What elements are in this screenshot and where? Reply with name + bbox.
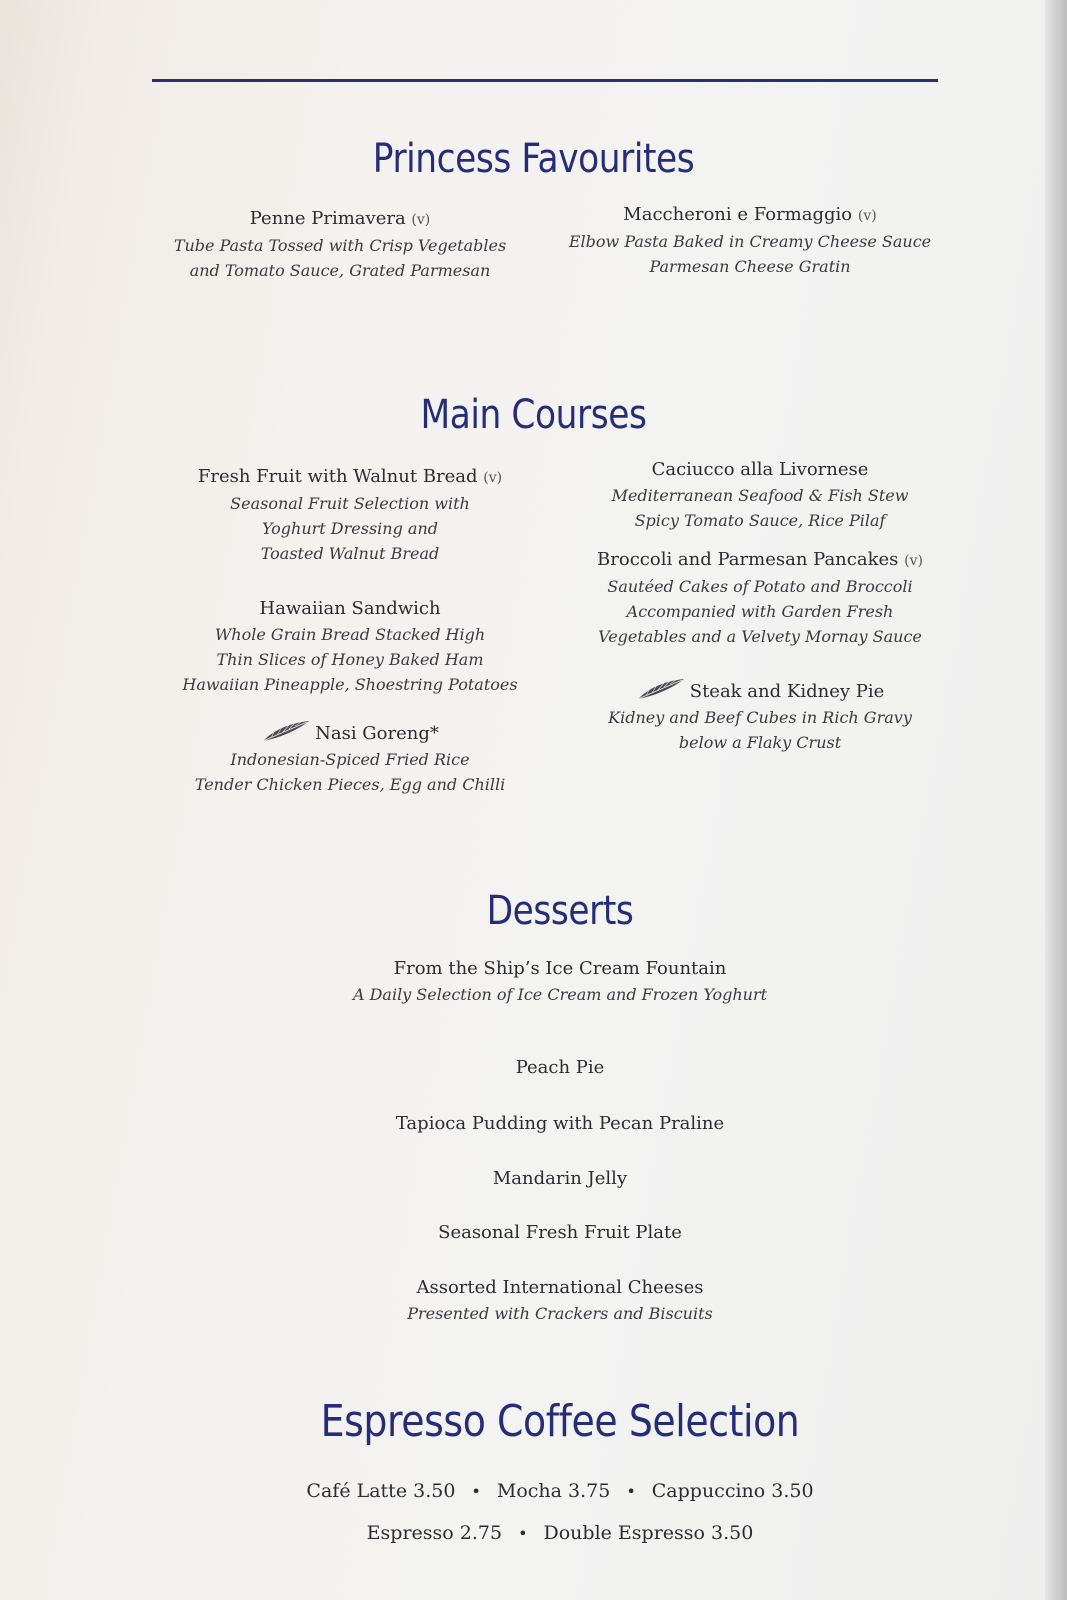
coffee-item: Mocha 3.75	[496, 1480, 611, 1502]
section-title-desserts: Desserts	[486, 888, 634, 934]
item-desc: Thin Slices of Honey Baked Ham	[216, 650, 484, 669]
item-desc: Toasted Walnut Bread	[260, 544, 440, 563]
page-edge	[1045, 0, 1067, 1600]
dessert-item-peach-pie	[0, 1055, 1067, 1081]
item-name: Steak and Kidney Pie	[689, 681, 885, 702]
mains-right-column	[575, 457, 945, 755]
item-desc: Tender Chicken Pieces, Egg and Chilli	[194, 775, 506, 794]
item-name: Tapioca Pudding with Pecan Praline	[395, 1113, 725, 1134]
item-desc: Spicy Tomato Sauce, Rice Pilaf	[634, 511, 886, 530]
menu-item-caciucco	[575, 457, 945, 533]
item-name: Penne Primavera	[249, 208, 406, 229]
item-desc: Kidney and Beef Cubes in Rich Gravy	[608, 708, 912, 727]
item-desc: below a Flaky Crust	[678, 733, 842, 752]
item-name: Mandarin Jelly	[492, 1168, 628, 1189]
item-name: Caciucco alla Livornese	[651, 459, 869, 480]
item-desc: Tube Pasta Tossed with Crisp Vegetables	[173, 236, 507, 255]
dessert-item-cheeses	[0, 1275, 1067, 1326]
item-desc: Seasonal Fruit Selection with	[230, 494, 470, 513]
separator-dot: •	[518, 1524, 528, 1543]
vegetarian-mark: (v)	[483, 470, 503, 486]
menu-item-nasi-goreng	[170, 719, 530, 797]
fern-leaf-icon	[636, 677, 686, 701]
vegetarian-mark: (v)	[857, 208, 877, 224]
dessert-item-mandarin-jelly	[0, 1166, 1067, 1192]
item-desc: Vegetables and a Velvety Mornay Sauce	[598, 627, 922, 646]
coffee-item: Cappuccino 3.50	[651, 1480, 814, 1502]
coffee-row-2	[0, 1522, 1067, 1544]
section-title-coffee: Espresso Coffee Selection	[320, 1396, 800, 1447]
vegetarian-mark: (v)	[904, 553, 923, 569]
item-desc: Indonesian-Spiced Fried Rice	[230, 750, 470, 769]
item-name: Seasonal Fresh Fruit Plate	[438, 1222, 682, 1243]
separator-dot: •	[626, 1482, 636, 1501]
item-desc: Whole Grain Bread Stacked High	[214, 625, 486, 644]
coffee-item: Café Latte 3.50	[306, 1480, 456, 1502]
item-desc: Mediterranean Seafood & Fish Stew	[611, 486, 909, 505]
item-name: Nasi Goreng*	[315, 723, 439, 744]
coffee-item: Espresso 2.75	[366, 1522, 503, 1544]
item-desc: Parmesan Cheese Gratin	[649, 257, 851, 276]
menu-item-penne-primavera	[170, 206, 510, 283]
menu-item-broccoli-pancakes	[575, 547, 945, 649]
item-desc: Sautéed Cakes of Potato and Broccoli	[607, 577, 913, 596]
item-desc: Yoghurt Dressing and	[261, 519, 439, 538]
dessert-item-fruit-plate	[0, 1220, 1067, 1246]
menu-item-hawaiian-sandwich	[170, 596, 530, 697]
item-desc: and Tomato Sauce, Grated Parmesan	[189, 261, 491, 280]
item-name: Peach Pie	[515, 1057, 605, 1078]
fern-leaf-icon	[261, 719, 311, 743]
section-title-mains: Main Courses	[420, 392, 647, 438]
separator-dot: •	[471, 1482, 481, 1501]
item-name: Maccheroni e Formaggio	[623, 204, 853, 225]
menu-item-maccheroni	[565, 202, 935, 279]
item-name: Hawaiian Sandwich	[259, 598, 441, 619]
menu-item-fresh-fruit	[170, 464, 530, 566]
item-desc: A Daily Selection of Ice Cream and Frozen Yoghurt	[352, 985, 768, 1004]
item-desc: Accompanied with Garden Fresh	[626, 602, 894, 621]
coffee-row-1	[0, 1480, 1067, 1502]
dessert-item-ice-cream	[0, 956, 1067, 1007]
section-title-favourites: Princess Favourites	[372, 136, 695, 182]
coffee-item: Double Espresso 3.50	[543, 1522, 754, 1544]
top-rule	[152, 79, 938, 82]
vegetarian-mark: (v)	[411, 212, 431, 228]
item-name: Fresh Fruit with Walnut Bread	[197, 466, 478, 487]
item-desc: Hawaiian Pineapple, Shoestring Potatoes	[182, 675, 518, 694]
item-name: From the Ship’s Ice Cream Fountain	[393, 958, 727, 979]
item-name: Broccoli and Parmesan Pancakes	[597, 549, 899, 570]
item-desc: Presented with Crackers and Biscuits	[407, 1304, 713, 1323]
mains-left-column	[170, 464, 530, 797]
item-desc: Elbow Pasta Baked in Creamy Cheese Sauce	[568, 232, 932, 251]
dessert-item-tapioca	[0, 1111, 1067, 1137]
menu-item-steak-kidney-pie	[575, 677, 945, 755]
item-name: Assorted International Cheeses	[416, 1277, 704, 1298]
